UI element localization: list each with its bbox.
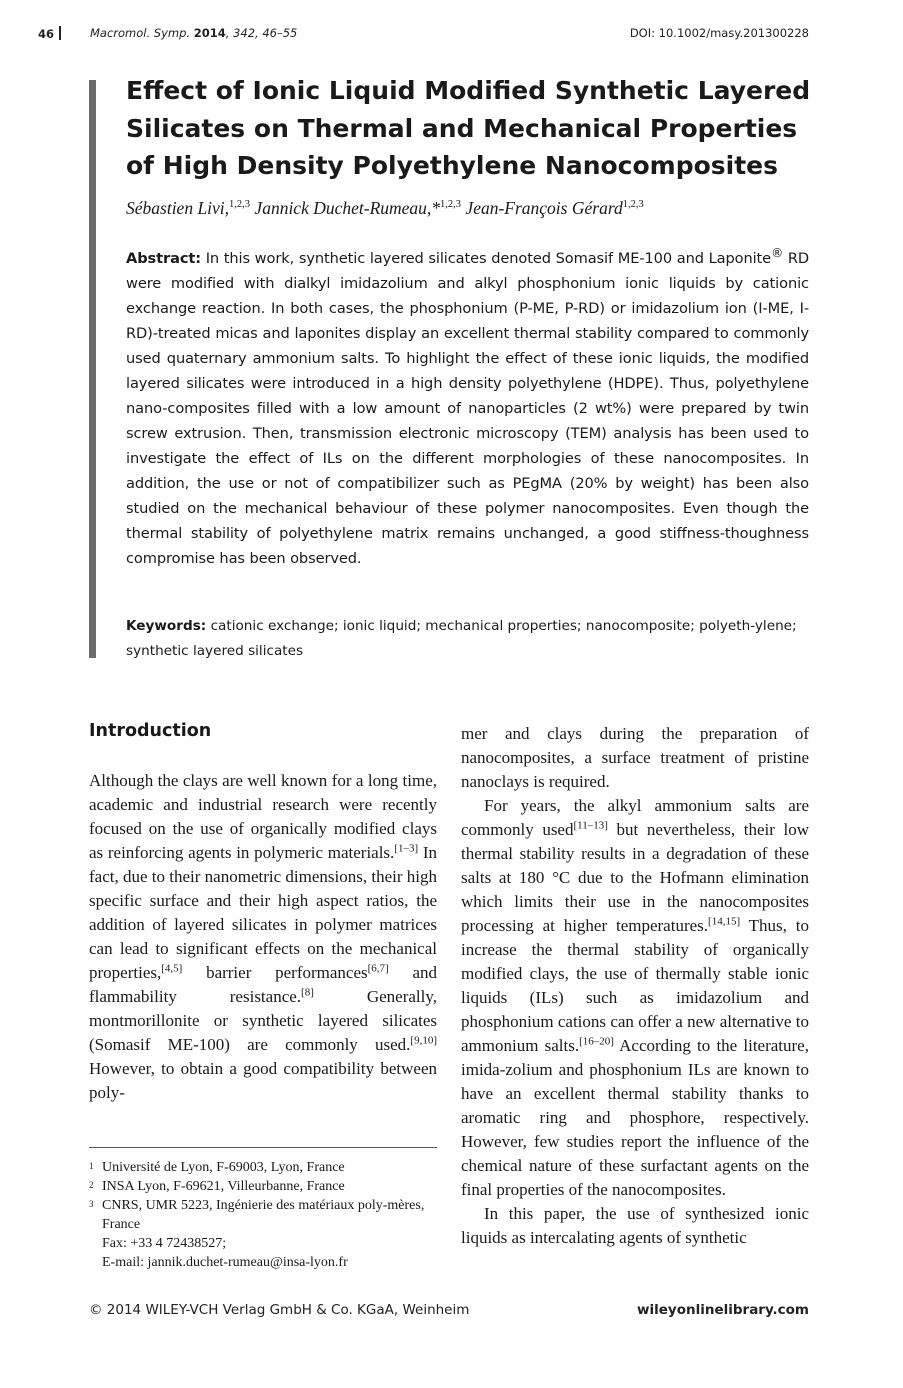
- author-name: Sébastien Livi,: [126, 198, 230, 218]
- footnote-text: INSA Lyon, F-69621, Villeurbanne, France: [102, 1179, 345, 1194]
- footnotes: [89, 1158, 439, 1272]
- journal-citation: [90, 26, 297, 40]
- citation-ref[interactable]: [4,5]: [161, 962, 183, 975]
- abstract-label: Abstract:: [126, 249, 202, 267]
- abstract-text: In this work, synthetic layered silicates denoted Somasif ME-100 and Laponite: [205, 249, 772, 267]
- citation-ref[interactable]: [14,15]: [708, 915, 741, 928]
- registered-mark: ®: [771, 246, 784, 260]
- abstract-text-continued: RD were modified with dialkyl imidazolium and alkyl phosphonium ionic liquids by cationic exchange reaction. In both cases, the phosphonium (P-ME, P-RD) or imidazolium ion (I-ME, I-RD)-treated micas and laponites display an excellent thermal stability compared to commonly used quaternary ammonium salts. To highlight the effect of these ionic liquids, the modified layered silicates were introduced in a high density polyethylene (HDPE). Thus, polyethylene nano-composites filled with a low amount of nanoparticles (2 wt%) were prepared by twin screw extrusion. Then, transmission electronic microscopy (TEM) analysis has been used to investigate the effect of ILs on the different morphologies of these nanocomposites. In addition, the use or not of compatibilizer such as PEgMA (20% by weight) has been also studied on the mechanical behaviour of these polymer nanocomposites. Even though the thermal stability of polyethylene matrix remains unchanged, a good stiffness-thoughness compromise has been observed.: [126, 249, 809, 567]
- journal-volume-pages: , 342, 46–55: [225, 26, 298, 40]
- body-paragraph: For years, the alkyl ammonium salts are commonly used[11–13] but nevertheless, their low thermal stability results in a degradation of these salts at 180 °C due to the Hofmann elimination which limits their use in the nanocomposites processing at higher temperatures.[14,15] Thus, to increase the thermal stability of organically modified clays, the use of thermally stable ionic liquids (ILs) such as imidazolium and phosphonium cations can offer a new alternative to ammonium salts.[16–20] According to the literature, imida-zolium and phosphonium ILs are known to have an excellent thermal stability thanks to aromatic ring and phosphore, respectively. However, few studies report the influence of the chemical nature of these surfactant agents on the final properties of the nanocomposites.: [461, 796, 809, 1199]
- keywords-text: cationic exchange; ionic liquid; mechanical properties; nanocomposite; polyeth-ylene; synthetic layered silicates: [126, 618, 797, 659]
- journal-name: Macromol. Symp.: [90, 26, 191, 40]
- footnote-text: CNRS, UMR 5223, Ingénierie des matériaux poly-mères, France: [102, 1198, 425, 1232]
- abstract: [126, 241, 809, 571]
- citation-ref[interactable]: [1–3]: [394, 842, 419, 855]
- footnote-fax: [89, 1234, 439, 1253]
- body-paragraph: In this paper, the use of synthesized ionic liquids as intercalating agents of synthetic: [461, 1204, 809, 1247]
- footnote-mark: 3: [89, 1199, 94, 1209]
- footnote-text: Fax: +33 4 72438527;: [102, 1236, 227, 1251]
- body-column-left: [89, 769, 437, 1105]
- keywords-label: Keywords:: [126, 618, 207, 634]
- citation-ref[interactable]: [9,10]: [410, 1034, 437, 1047]
- footnote-mark: 1: [89, 1161, 94, 1171]
- page-number: 46: [38, 26, 61, 41]
- title-block-rule: [89, 80, 96, 658]
- footnote-affiliation-2: [89, 1177, 439, 1196]
- author-affiliation: 1,2,3: [622, 199, 644, 211]
- citation-ref[interactable]: [6,7]: [367, 962, 389, 975]
- article-title: Effect of Ionic Liquid Modified Synthetic Layered Silicates on Thermal and Mechanical Properties of High Density Polyethylene Nanocomposites: [126, 76, 811, 180]
- copyright-notice: © 2014 WILEY-VCH Verlag GmbH & Co. KGaA, Weinheim: [89, 1302, 470, 1318]
- footnote-email: [89, 1253, 439, 1272]
- author-affiliation: 1,2,3: [440, 199, 462, 211]
- author-name: Jannick Duchet-Rumeau,*: [254, 198, 441, 218]
- citation-ref[interactable]: [16–20]: [579, 1035, 614, 1048]
- body-paragraph: Although the clays are well known for a long time, academic and industrial research were recently focused on the use of organically modified clays as reinforcing agents in polymeric materials.[1–3] In fact, due to their nanometric dimensions, their high specific surface and their high aspect ratios, the addition of layered silicates in polymer matrices can lead to significant effects on the mechanical properties,[4,5] barrier performances[6,7] and flammability resistance.[8] Generally, montmorillonite or synthetic layered silicates (Somasif ME-100) are commonly used.[9,10] However, to obtain a good compatibility between poly-: [89, 771, 437, 1102]
- body-paragraph: mer and clays during the preparation of nanocomposites, a surface treatment of pristine nanoclays is required.: [461, 724, 809, 791]
- keywords: [126, 614, 816, 663]
- footnote-divider: [89, 1147, 437, 1148]
- section-heading-introduction: Introduction: [89, 721, 212, 741]
- citation-ref[interactable]: [8]: [301, 986, 314, 999]
- publisher-website[interactable]: wileyonlinelibrary.com: [637, 1302, 809, 1318]
- journal-year: 2014: [193, 26, 226, 40]
- body-column-right: [461, 722, 809, 1250]
- footnote-mark: 2: [89, 1180, 94, 1190]
- footnote-text: Université de Lyon, F-69003, Lyon, France: [102, 1160, 345, 1175]
- doi: DOI: 10.1002/masy.201300228: [629, 26, 809, 40]
- footnote-affiliation-1: [89, 1158, 439, 1177]
- citation-ref[interactable]: [11–13]: [573, 819, 608, 832]
- footnote-text: E-mail: jannik.duchet-rumeau@insa-lyon.fr: [102, 1255, 348, 1270]
- author-list: [126, 198, 826, 219]
- author-affiliation: 1,2,3: [229, 199, 251, 211]
- author-name: Jean-François Gérard: [465, 198, 623, 218]
- footnote-affiliation-3: [89, 1196, 439, 1234]
